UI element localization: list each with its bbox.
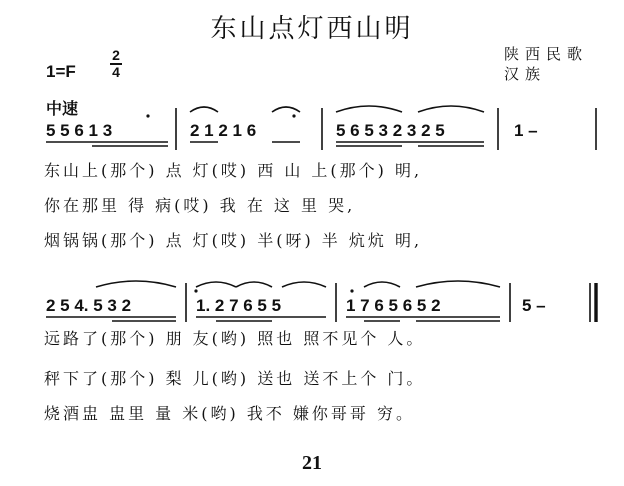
tempo-marking: 中速 <box>46 99 79 118</box>
slur <box>364 282 400 287</box>
page-number: 21 <box>302 452 322 474</box>
octave-dot <box>350 289 353 292</box>
slur <box>416 281 500 287</box>
measure-5-notes: 2 5 4. 5 3 2 <box>46 296 132 315</box>
meter-bottom: 4 <box>112 64 120 80</box>
slur <box>196 282 236 287</box>
slur <box>336 106 402 112</box>
lyric-line-5: 秤下了(那个) 梨 儿(哟) 送也 送不上个 门。 <box>44 369 426 388</box>
measure-8-notes: 5 – <box>522 296 546 315</box>
meter-top: 2 <box>112 47 120 63</box>
measure-4-notes: 1 – <box>514 121 538 140</box>
octave-dot <box>292 114 295 117</box>
slur <box>236 282 272 287</box>
key-signature: 1=F <box>46 62 76 81</box>
song-title: 东山点灯西山明 <box>210 14 414 44</box>
measure-3-notes: 5 6 5 3 2 3 2 5 <box>336 121 445 140</box>
slur <box>190 107 218 112</box>
lyric-line-4: 远路了(那个) 朋 友(哟) 照也 照不见个 人。 <box>44 329 426 348</box>
lyric-line-6: 烧酒盅 盅里 量 米(哟) 我不 嫌你哥哥 穷。 <box>44 404 416 423</box>
lyric-line-1: 东山上(那个) 点 灯(哎) 西 山 上(那个) 明, <box>44 161 423 180</box>
measure-6-notes: 1. 2 7 6 5 5 <box>196 296 282 315</box>
source-line-2: 汉族 <box>504 65 547 83</box>
slur <box>96 281 176 287</box>
lyric-line-3: 烟锅锅(那个) 点 灯(哎) 半(呀) 半 炕炕 明, <box>44 231 423 250</box>
lyric-line-2: 你在那里 得 病(哎) 我 在 这 里 哭, <box>44 196 356 215</box>
measure-2-notes: 2 1 2 1 6 <box>190 121 257 140</box>
source-line-1: 陕西民歌 <box>504 45 589 63</box>
measure-7-notes: 1 7 6 5 6 5 2 <box>346 296 441 315</box>
octave-dot <box>146 114 149 117</box>
slur <box>272 107 300 112</box>
slur <box>418 106 484 112</box>
octave-dot <box>194 289 197 292</box>
slur <box>282 282 326 287</box>
measure-1-notes: 5 5 6 1 3 <box>46 121 113 140</box>
